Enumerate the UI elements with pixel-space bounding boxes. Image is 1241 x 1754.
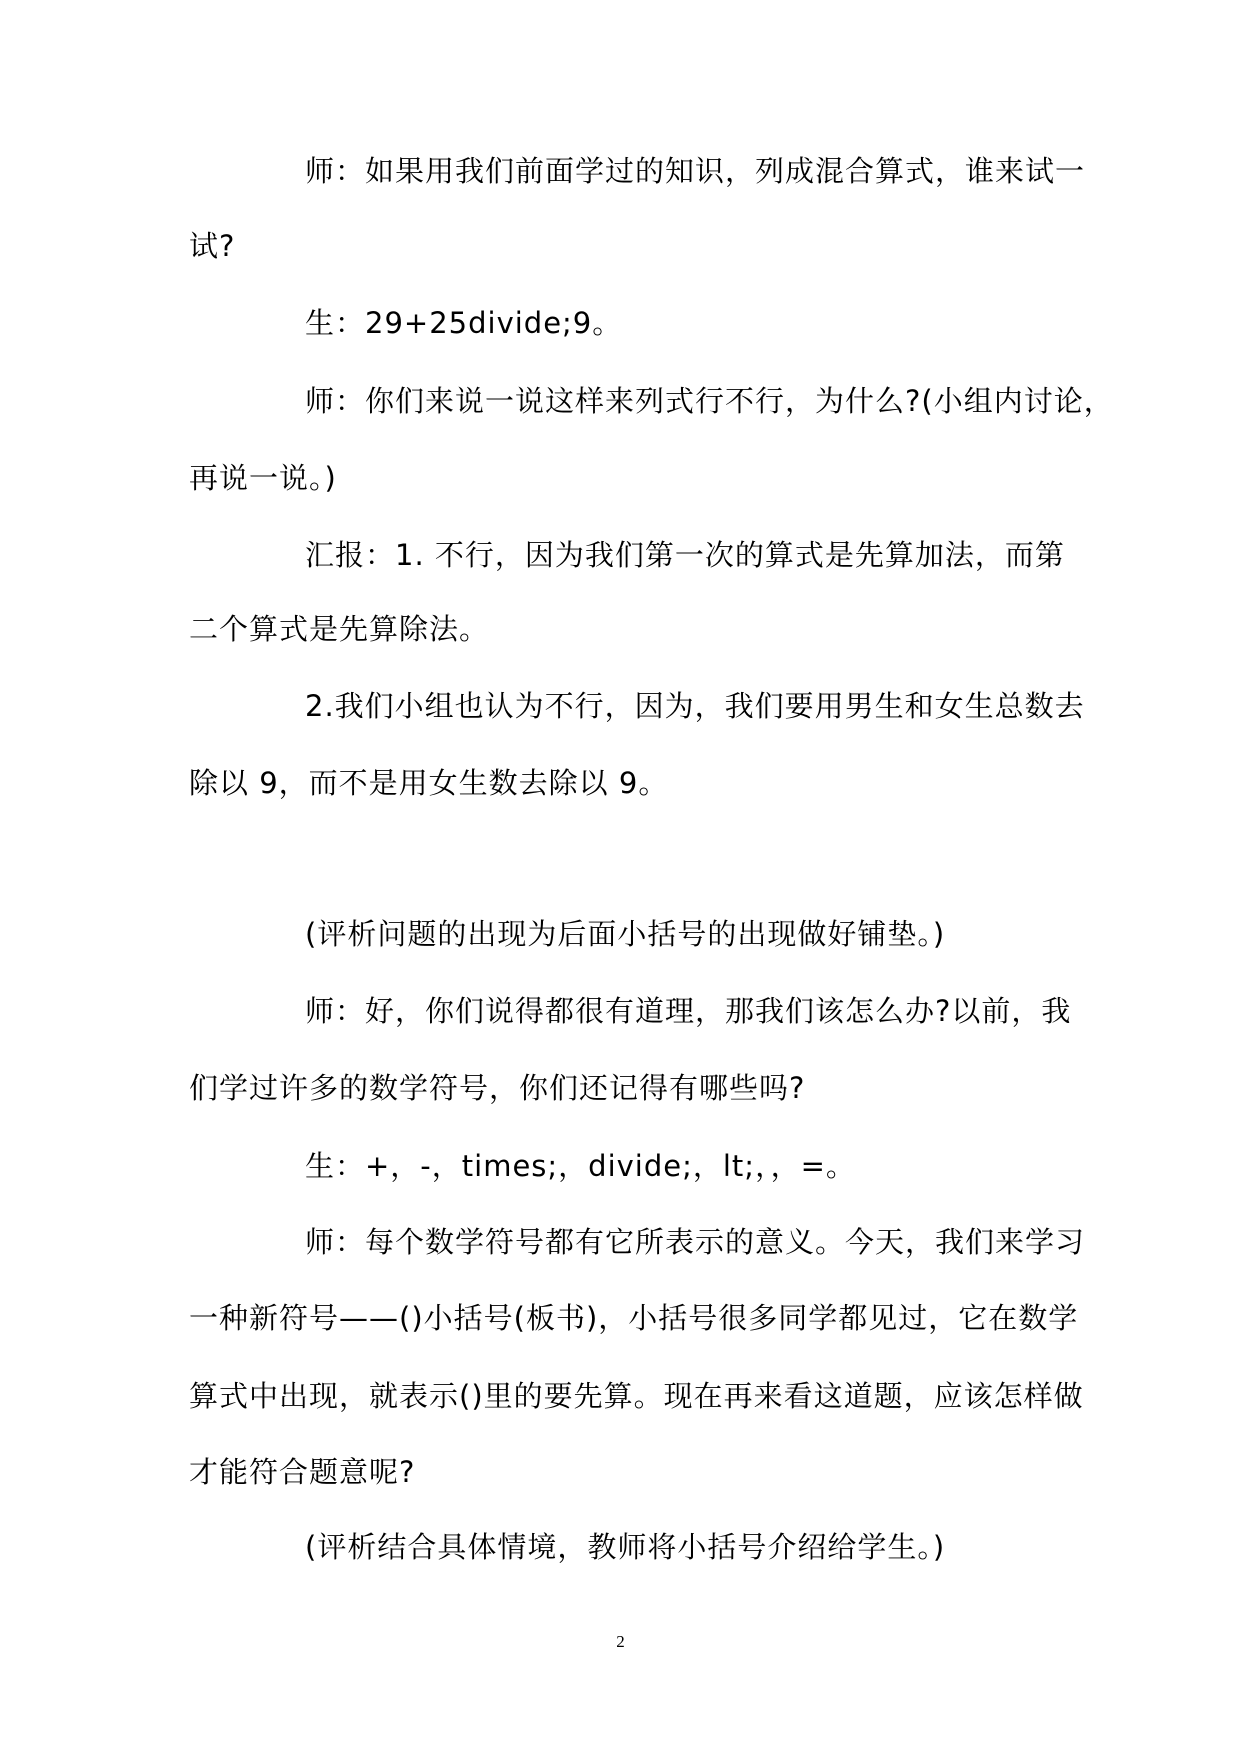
page-number: 2 bbox=[616, 1632, 625, 1651]
paragraph-line: 师：你们来说一说这样来列式行不行，为什么?(小组内讨论， bbox=[305, 384, 1114, 418]
paragraph-line: 师：好，你们说得都很有道理，那我们该怎么办?以前，我 bbox=[305, 994, 1072, 1028]
paragraph-line: 汇报：1. 不行，因为我们第一次的算式是先算加法，而第 bbox=[305, 538, 1065, 572]
paragraph-line: 二个算式是先算除法。 bbox=[189, 612, 490, 646]
paragraph-line: 师：如果用我们前面学过的知识，列成混合算式，谁来试一 bbox=[305, 154, 1086, 188]
paragraph-line: 除以 9，而不是用女生数去除以 9。 bbox=[189, 766, 669, 800]
paragraph-line: 生：29+25divide;9。 bbox=[305, 306, 623, 340]
commentary-line: (评析问题的出现为后面小括号的出现做好铺垫。) bbox=[305, 917, 946, 951]
commentary-line: (评析结合具体情境，教师将小括号介绍给学生。) bbox=[305, 1530, 946, 1564]
paragraph-line: 2.我们小组也认为不行，因为，我们要用男生和女生总数去 bbox=[305, 689, 1085, 723]
paragraph-line: 再说一说。) bbox=[189, 461, 337, 495]
paragraph-line: 算式中出现，就表示()里的要先算。现在再来看这道题，应该怎样做 bbox=[189, 1379, 1084, 1413]
paragraph-line: 试? bbox=[189, 229, 236, 263]
paragraph-line: 生：+，-，times;，divide;，lt;，，=。 bbox=[305, 1149, 856, 1183]
paragraph-line: 一种新符号——()小括号(板书)，小括号很多同学都见过，它在数学 bbox=[189, 1301, 1079, 1335]
paragraph-line: 师：每个数学符号都有它所表示的意义。今天，我们来学习 bbox=[305, 1225, 1086, 1259]
paragraph-line: 才能符合题意呢? bbox=[189, 1455, 416, 1489]
paragraph-line: 们学过许多的数学符号，你们还记得有哪些吗? bbox=[189, 1071, 806, 1105]
